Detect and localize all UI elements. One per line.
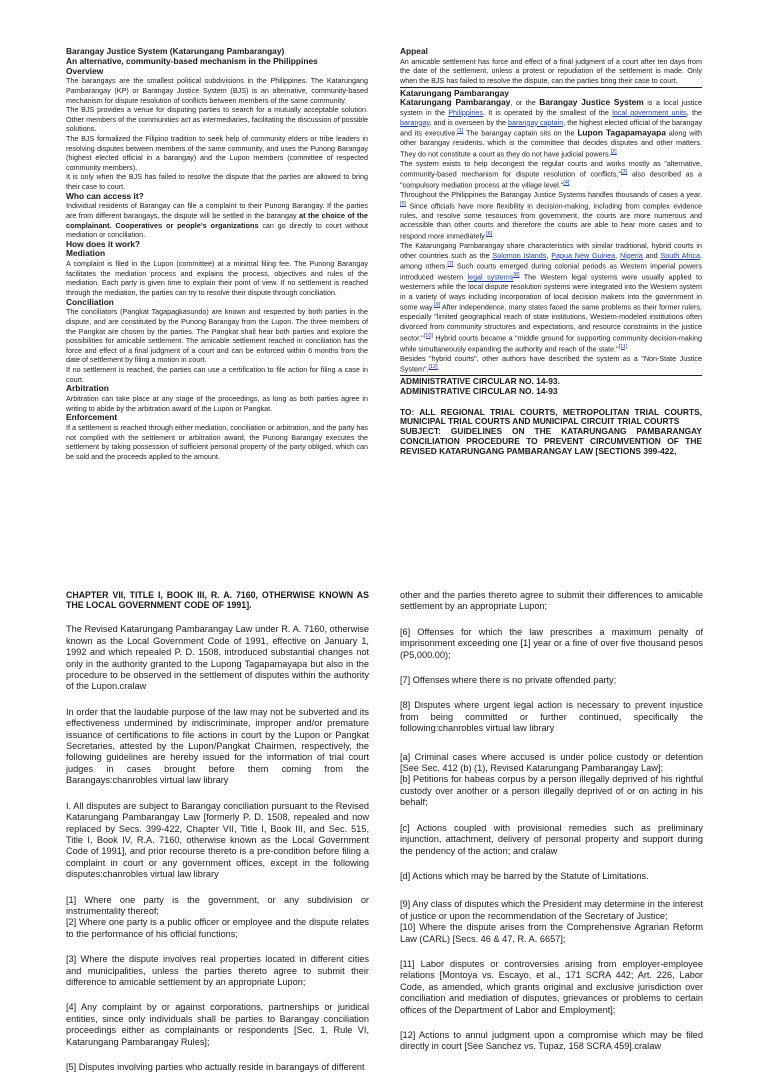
text: Since officials have more flexibility in decision-making, including from complex evidence rules, and resolve some resources from government, the courts are more numerous and accessible than other courts and therefore the courts are able to hear more cases and to respond more immediately. (400, 201, 702, 241)
paragraph-kp-3 (400, 190, 702, 241)
text: , the (686, 107, 702, 117)
text: The barangay captain sits on the (463, 128, 578, 138)
spacer (66, 988, 369, 1002)
spacer (400, 661, 703, 675)
circular-heading: ADMINISTRATIVE CIRCULAR NO. 14-93 (400, 385, 558, 396)
heading-conciliation: Conciliation (66, 296, 114, 307)
term: Katarungang Pambarangay (400, 97, 511, 108)
paragraph-kp-2 (400, 159, 702, 191)
text: Throughout the Philippines the Barangay Justice Systems handles thousands of cases a year. (400, 190, 702, 200)
text: can go directly to court without mediation or conciliation. (66, 220, 368, 240)
paragraph: Arbitration can take place at any stage of the proceedings, as long as both parties agree in writing to abide by the arbitration award of the Lupon or Pangkat. (66, 394, 368, 413)
paragraph-kp-1 (400, 98, 702, 158)
footnote-ref[interactable]: [11] (618, 343, 628, 350)
link-barangay[interactable]: barangay (400, 117, 430, 127)
spacer (66, 693, 369, 707)
text: , or the (510, 98, 540, 108)
text: Such courts emerged during colonial periods as Western imperial powers introduced western (400, 261, 702, 282)
spacer (400, 613, 703, 627)
paragraph: An amicable settlement has force and effect of a final judgment of a court after ten days from the date of the settlement, unless a protest or repudiation of the settlement is made. Only when the BJS has failed to resolve the dispute, can the parties bring their case to court. (400, 56, 702, 85)
text: along with other barangay residents, which is the committee that decides disputes and other matters. They do not constitute a court as they do not have judicial powers. (400, 128, 702, 159)
footnote-ref[interactable]: [10] (423, 332, 433, 339)
list-item: [7] Offenses where there is no private offended party; (400, 675, 617, 686)
paragraph: I. All disputes are subject to Barangay conciliation pursuant to the Revised Katarungang Pambarangay Law [formerly P. D. 1508, repealed and now replaced by Secs. 399-422, Chapter VII, Title I, Book III, and Sec. 515, Title I, Book IV, R.A. 7160, otherwise known as the Local Government Code of 1991], and prior recourse thereto is a pre-condition before filing a complaint in court or any government offices, except in the following disputes:chanrobles virtual law library (66, 800, 369, 880)
top-right-column (400, 47, 702, 457)
heading-enforcement: Enforcement (66, 412, 118, 423)
heading-overview: Overview (66, 65, 104, 76)
list-item: [1] Where one party is the government, or any subdivision or instrumentality thereof; (66, 894, 369, 916)
list-item: [8] Disputes where urgent legal action is necessary to prevent injustice from being committed or further continued, specifically the following:chanrobles virtual law library (400, 700, 703, 734)
text: , (546, 250, 552, 260)
chapter-heading: CHAPTER VII, TITLE I, BOOK III, R. A. 7160, OTHERWISE KNOWN AS THE LOCAL GOVERNMENT CODE OF 1991]. (66, 590, 369, 611)
footnote-ref[interactable]: [5] (400, 200, 407, 207)
text-bold: at the choice of the complainant. Cooperatives or people's organizations (66, 210, 369, 230)
paragraph: A complaint is filed in the Lupon (committee) at a minimal filing fee. The Punong Barangay facilitates the mediation process and explains the process, objectives and rules of the mediation. Each party is given time to explain their point of view. If no settlement is reached through the mediation, the parties can try to resolve their dispute through conciliation. (66, 259, 368, 298)
paragraph-access (66, 201, 368, 239)
doc-subtitle: An alternative, community-based mechanism in the Philippines (66, 55, 318, 66)
text: The system exists to help decongest the regular courts and works mostly as "alternative, community-based mechanism for dispute resolution of conflicts," (400, 158, 702, 179)
circular-subject: SUBJECT: GUIDELINES ON THE KATARUNGANG PAMBARANGAY CONCILIATION PROCEDURE TO PREVENT CIRCUMVENTION OF THE REVISED KATARUNGANG PAMBARANGAY LAW [SECTIONS 399-422, (400, 426, 702, 456)
paragraph: If a settlement is reached through either mediation, conciliation or arbitration, and the party has not complied with the settlement or arbitration award, the Punong Barangay executes the settlement by taking possession of sufficient personal property of the party obliged, which can be sold and the proceeds applied to the amount. (66, 422, 368, 461)
heading-kp: Katarungang Pambarangay (400, 87, 509, 98)
text: Besides "hybrid courts", other authors have described the system as a "Non-State Justice System". (400, 353, 702, 374)
link-nigeria[interactable]: Nigeria (620, 250, 643, 260)
text: Hybrid courts became a "middle ground for supporting community decision-making while simultaneously expanding the authority and reach of the state." (400, 332, 702, 353)
link-south-africa[interactable]: South Africa (660, 250, 701, 260)
text: After independence, many states faced the same problems as their former rulers, especially "limited geographical reach of state institutions, Western-modeled institutions often divorced from community structures and expectations, and resource constraints in the justice sector." (400, 302, 702, 342)
spacer (400, 1016, 703, 1030)
list-item: [b] Petitions for habeas corpus by a person illegally deprived of his rightful custody over another or a person illegally deprived of or on acting in his behalf; (400, 774, 703, 808)
paragraph: other and the parties thereto agree to submit their differences to amicable settlement by an appropriate Lupon; (400, 590, 703, 612)
paragraph-kp-4 (400, 241, 702, 353)
spacer (400, 686, 703, 700)
term: Lupon Tagapamayapa (577, 127, 666, 138)
spacer (66, 881, 369, 895)
doc-title: Barangay Justice System (Katarungang Pambarangay) (66, 46, 285, 56)
paragraph: The Revised Katarungang Pambarangay Law under R. A. 7160, otherwise known as the Local Government Code of 1991, effective on January 1, 1992 and which repealed P. D. 1508, introduced substantial changes not only in the authority granted to the Lupong Tagapamayapa but also in the procedure to be observed in the settlement of disputes within the authority of the Lupon.cralaw (66, 624, 369, 692)
footnote-ref[interactable]: [4] (563, 180, 570, 187)
list-item: [11] Labor disputes or controversies arising from employer-employee relations [Montoya vs. Escayo, et al., 171 SCRA 442; Art. 226, Labor Code, as amended, which grants original and exclusive jurisdiction over conciliation and mediation of disputes, grievances or problems to certain offices of the Department of Labor and Employment]; (400, 958, 703, 1015)
spacer (400, 945, 703, 959)
text: , among others. (400, 250, 703, 271)
paragraph: The conciliators (Pangkat Tagapagkasundo) are known and respected by both parties in the dispute, and are constituted by the Punong Barangay from the Lupon. The three members of the Pangkat are chosen by the parties. The Pangkat shall hear both parties and explore the possibilities for amicable settlement. The amicable settlement reached in conciliation has the force and effect of a final judgment of a court and can be enforced within 6 months from the date of settlement by filing a motion in court. (66, 307, 368, 365)
paragraph: In order that the laudable purpose of the law may not be subverted and its effectiveness undermined by indiscriminate, improper and/or premature issuance of certifications to file actions in court by the Lupon or Pangkat Secretaries, attested by the Lupon/Pangkat Chairmen, respectively, the following guidelines are hereby issued for the information of trial court judges in cases brought before them coming from the Barangays:chanrobles virtual law library (66, 706, 369, 786)
link-solomon-islands[interactable]: Solomon Islands (492, 250, 547, 260)
list-item: [12] Actions to annul judgment upon a compromise which may be filed directly in court [See Sanchez vs. Tupaz, 158 SCRA 459].cralaw (400, 1029, 703, 1052)
circular-heading: ADMINISTRATIVE CIRCULAR NO. 14-93. (400, 376, 560, 387)
link-local-government-units[interactable]: local government units (612, 107, 687, 117)
heading-arbitration: Arbitration (66, 383, 109, 394)
text: The Katarungang Pambarangay share characteristics with similar traditional, hybrid courts in other countries such as the (400, 241, 702, 260)
footnote-ref[interactable]: [2] (610, 148, 617, 155)
footnote-ref[interactable]: [8] (513, 272, 520, 279)
spacer (66, 610, 369, 624)
text: The Western legal systems were usually applied to westerners while the local dispute resolution systems were integrated into the Western system in a variety of ways including incorporation of local decision makers into the government in some way. (400, 272, 702, 312)
heading-appeal: Appeal (400, 46, 428, 56)
top-left-column (66, 47, 368, 461)
link-papua-new-guinea[interactable]: Papua New Guinea (551, 250, 616, 260)
text: is a local justice system in the (400, 98, 703, 117)
list-item: [4] Any complaint by or against corporations, partnerships or juridical entities, since only individuals shall be parties to Barangay conciliation proceedings either as complainants or respondents [Sec. 1, Rule VI, Katarungang Pambarangay Rules]; (66, 1002, 369, 1047)
text: . It is operated by the smallest of the (483, 107, 613, 117)
text: Individual residents of Barangay can file a complaint to their Punong Barangay. If the parties are from different barangays, the dispute will be settled in the barangay (66, 201, 368, 220)
paragraph: It is only when the BJS has failed to resolve the dispute that the parties are allowed to bring their case to court. (66, 172, 368, 191)
text: , (615, 250, 621, 260)
spacer (66, 787, 369, 801)
list-item: [5] Disputes involving parties who actually reside in barangays of different (66, 1062, 365, 1072)
list-item: [3] Where the dispute involves real properties located in different cities and municipalities, unless the parties thereto agree to submit their difference to amicable settlement by an appropriate Lupon; (66, 954, 369, 987)
list-item: [9] Any class of disputes which the President may determine in the interest of justice or upon the recommendation of the Secretary of Justice; (400, 899, 703, 921)
paragraph: The BJS formalized the Filipino tradition to seek help of community elders or tribe leaders in resolving disputes between members of the same community, and uses the Punong Barangay (highest elected official in a barangay) and the Lupon members (committee of respected community members). (66, 133, 368, 172)
footnote-ref[interactable]: [3] (621, 169, 628, 176)
heading-how: How does it work? (66, 238, 140, 249)
link-legal-systems[interactable]: legal systems (467, 272, 514, 282)
paragraph: If no settlement is reached, the parties can use a certification to file action for filing a case in court. (66, 365, 368, 384)
list-item: [2] Where one party is a public officer or employee and the dispute relates to the performance of his official functions; (66, 917, 369, 939)
heading-access: Who can access it? (66, 190, 144, 201)
list-item: [d] Actions which may be barred by the Statute of Limitations. (400, 870, 649, 881)
text: also described as a "compulsory mediation process at the village level." (400, 169, 702, 190)
spacer (66, 940, 369, 954)
list-item: [a] Criminal cases where accused is under police custody or detention [See Sec. 412 (b) (1), Revised Katarungang Pambarangay Law]; (400, 751, 703, 774)
spacer (400, 809, 703, 823)
footnote-ref[interactable]: [6] (486, 231, 493, 238)
paragraph: The BJS provides a venue for disputing parties to search for a mutually acceptable solution. Other members of the communities act as intermediaries, facilitating the discussion of possible solutions. (66, 105, 368, 134)
bottom-left-column (66, 590, 369, 1073)
footnote-ref[interactable]: [12] (428, 364, 438, 371)
term: Barangay Justice System (539, 97, 644, 108)
paragraph-kp-5 (400, 354, 702, 375)
text: and (642, 250, 661, 260)
spacer (400, 882, 703, 899)
heading-mediation: Mediation (66, 248, 106, 259)
footnote-ref[interactable]: [9] (434, 302, 441, 309)
list-item: [10] Where the dispute arises from the Comprehensive Agrarian Reform Law (CARL) [Secs. 46 & 47, R. A. 6657]; (400, 922, 703, 944)
footnote-ref[interactable]: [1] (457, 128, 464, 135)
paragraph: The barangays are the smallest political subdivisions in the Philippines. The Katarungang Pambarangay (KP) or Barangay Justice System (BJS) is an alternative, community-based mechanism for dispute resolution of conflicts between members of the same community. (66, 76, 368, 105)
circular-to: TO: ALL REGIONAL TRIAL COURTS, METROPOLITAN TRIAL COURTS, MUNICIPAL TRIAL COURTS AND MUNICIPAL CIRCUIT TRIAL COURTS (400, 406, 702, 427)
link-philippines[interactable]: Philippines (448, 107, 484, 117)
list-item: [c] Actions coupled with provisional remedies such as preliminary injunction, attachment, delivery of personal property and support during the pendency of the action; and cralaw (400, 822, 703, 856)
spacer (66, 1048, 369, 1062)
bottom-right-column (400, 590, 703, 1053)
spacer (400, 735, 703, 752)
text: , and is overseen by the (429, 117, 508, 127)
text: , the highest elected official of the barangay and its executive. (400, 117, 702, 138)
footnote-ref[interactable]: [7] (447, 261, 454, 268)
link-barangay-captain[interactable]: barangay captain (508, 117, 564, 127)
spacer (400, 857, 703, 871)
list-item: [6] Offenses for which the law prescribes a maximum penalty of imprisonment exceeding one [1] year or a fine of over five thousand pesos (P5,000.00); (400, 626, 703, 660)
